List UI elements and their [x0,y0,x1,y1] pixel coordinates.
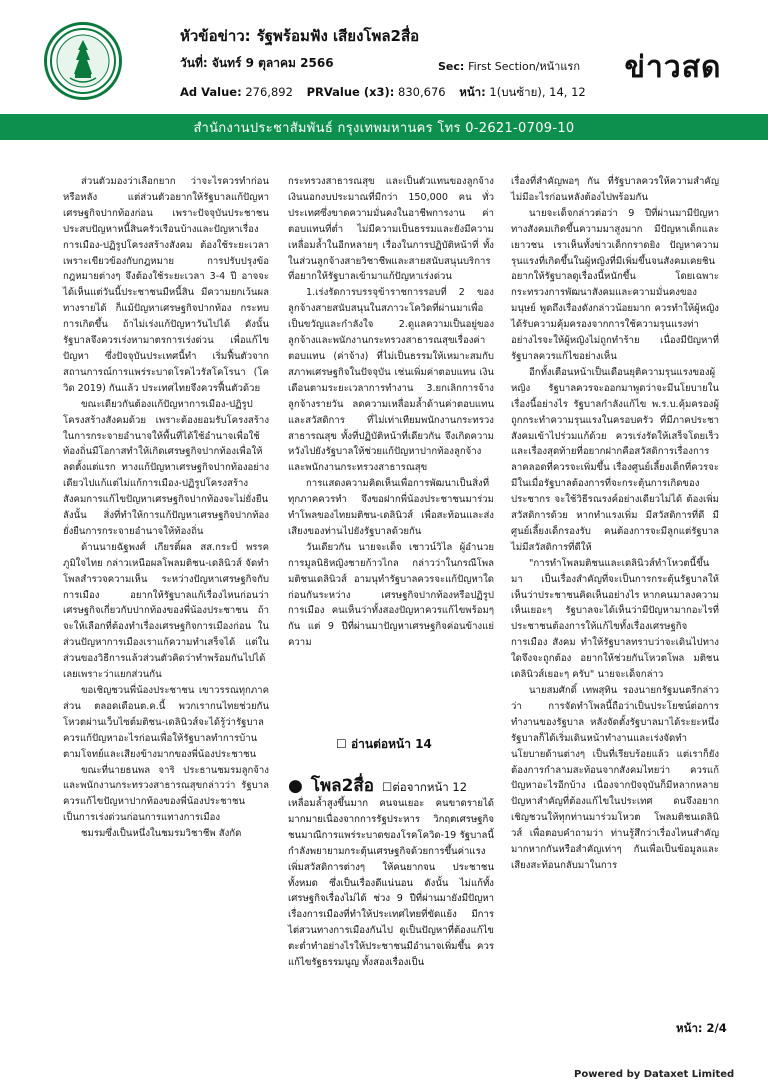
date-label: วันที่: [180,56,208,70]
paragraph: ขณะที่นายธนพล จาริ ประธานชมรมลูกจ้างและพนักงานกระทรวงสาธารณสุขกล่าวว่า รัฐบาลควรแก้ไขปัญหาปากท้องของพี่น้องประชาชนเป็นการเร่งด่วนก่อนการแทางการเมือง [63,764,269,824]
checkbox-icon: ☐ [336,737,347,751]
paragraph: ส่วนตัวมองว่าเลือกยาก ว่าจะไรควรทำก่อนหรือหลัง แต่ส่วนตัวอยากให้รัฐบาลแก้ปัญหาเศรษฐกิจปากท้องก่อน เพราะปัจจุบันประชาชนประสบปัญหาหนี้สินครัวเรือนบ้างและปัญหาเรื่องการเมือง-ปฏิรูปโครงสร้างสังคม ต้องใช้ระยะเวลา เพราะเขียวข้องกับกฎหมาย การปรับปรุงข้อกฎหมายต่างๆ จึงต้องใช้ระยะเวลา 3-4 ปี อาจจะได้เห็นแต่วันนี้ประชาชนมีหนี้สิน มีความยกเว้นผลทางรายได้ ก็แม้ปัญหาเศรษฐกิจปากท้อง กระทบการเกิดขึ้น ถ้าไม่เร่งแก้ปัญหาวันไปได้ ดังนั้น รัฐบาลจึงควรเร่งหามาตรการเร่งด่วน เพื่อแก้ไขปัญหา ซึ่งปัจจุบันประเทศนี้ทำ เริ่มฟื้นตัวจากสถานการณ์การแพร่ระบาดโรคไวรัสโคโรนา (โควิด 2019) กันแล้ว ประเทศไทยจึงควรฟื้นตัวด้วย [63,176,269,394]
pr-value-label: PRValue (x3): [306,85,395,99]
section-value: First Section/หน้าแรก [468,60,580,73]
ad-value: 276,892 [245,85,293,99]
publication-badge: ข่าวสด [624,49,722,85]
bangkok-seal-icon [44,22,122,100]
article-column-2b [288,796,494,971]
paragraph: เรื่องที่สำคัญพอๆ กัน ที่รัฐบาลควรให้ความสำคัญไม่มีอะไรก่อนหลังต้องไปพร้อมกัน [511,176,719,203]
headline [180,24,419,48]
section-row [438,57,580,75]
section-2-heading: โพล2สื่อ [310,776,375,796]
continued-from-marker [382,779,467,797]
date-value: จันทร์ 9 ตุลาคม 2566 [211,56,334,70]
paragraph: นายจะเด็จกล่าวต่อว่า 9 ปีที่ผ่านมามีปัญหาทางสังคมเกิดขึ้นความมาสูงมาก มีปัญหาเด็กและเยาวชน เราเห็นทั้งข่าวเด็กกราดยิง ปัญหาความรุนแรงที่เกิดขึ้นในผู้หญิงที่มีเพิ่มขึ้นจนสังคมเคยชิน อยากให้รัฐบาลดูเรื่องนี้หนักขึ้น โดยเฉพาะกระทรวงการพัฒนาสังคมและความมั่นคงของมนุษย์ พูดถึงเรื่องดังกล่าวน้อยมาก ควรทำให้ผู้หญิงได้รับความคุ้มครองจากการใช้ความรุนแรงท่าอย่างไรจะให้ผู้หญิงไม่ถูกทำร้าย เนื่องมีปัญหาที่รัฐบาลควรแก้ไขอย่างเห็น [511,207,719,362]
article-column-3 [511,174,719,874]
headline-label: หัวข้อข่าว: [180,27,251,45]
continued-from-text: ต่อจากหน้า 12 [392,780,468,794]
paragraph: กระทรวงสาธารณสุข และเป็นตัวแทนของลูกจ้างเงินนอกงบประมาณที่มีกว่า 150,000 คน ทั่วประเทศซึ่งขาดความมั่นคงในอาชีพการงาน ค่าตอบแทนที่ต่ำ ไม่มีความเป็นธรรมและยังมีความเหลื่อมล้ำในอีกหลายๆ เรื่องในการปฏิบัติหน้าที่ ทั้งในส่วนลูกจ้างสายวิชาชีพและสายสนับสนุนบริการที่อยากให้รัฐบาลเข้ามาแก้ปัญหาเร่งด่วน [288,176,494,283]
paragraph: ชมรมซึ่งเป็นหนึ่งในชมรมวิชาชีพ สังกัด [81,828,242,840]
section-label: Sec: [438,60,465,73]
paragraph: วันเดียวกัน นายจะเด็จ เชาวน์วิไล ผู้อำนวยการมูลนิธิหญิงชายก้าวไกล กล่าวว่าในกรณีโพล มติชนเดลินิวส์ อามนุทำรัฐบาลควรจะแก้ปัญหาใดก่อนกันระหว่าง เศรษฐกิจปากท้องหรือปฏิรูปการเมือง คนเห็นว่าทั้งสองปัญหาควรแก้ไขพร้อมๆ กัน แต่ 9 ปีที่ผ่านมาปัญหาเศรษฐกิจค่อนข้างแย่ ความ [288,541,494,649]
checkbox-icon: ☐ [382,780,393,794]
clip-header [0,0,768,114]
paragraph: ด้านนายฉัฐพงศ์ เกียรติ์ผล สส.กระบี่ พรรคภูมิใจไทย กล่าวเหนือผลโพลมติชน-เดลินิวส์ จัดทำโพลสำรวจความเห็น ระหว่างปัญหาเศรษฐกิจกับการเมือง อยากให้รัฐบาลแก้เรื่องไหนก่อนว่า เศรษฐกิจเกี่ยวกับปากท้องของพี่น้องประชาชน ถ้าจะให้เลือกที่ต้องทำเรื่องเศรษฐกิจการเมืองก่อน ในส่วนปัญหาการเมืองเราแก้ความทำเสร็จได้ แต่ในส่วนของวิธีการแล้วส่วนตัวคิดว่าทำพร้อมกันไปได้เลยเพราะว่าแยกส่วนกัน [63,541,269,681]
paragraph: 1.เร่งรัดการบรรจุข้าราชการรอบที่ 2 ของลูกจ้างสายสนับสนุนในสภาวะโควิดที่ผ่านมาเพื่อเป็นขวัญและกำลังใจ 2.ดูแลความเป็นอยู่ของลูกจ้างและพนักงานกระทรวงสาธารณสุขเรื่องค่าตอบแทน (ค่าจ้าง) ที่ไม่เป็นธรรมให้เหมาะสมกับสภาพเศรษฐกิจในปัจจุบัน เช่นเพิ่มค่าตอบแทน เงินเดือนตามระยะเวลาการทำงาน 3.ยกเลิกการจ้างลูกจ้างรายวัน ลดความเหลื่อมล้ำด้านค่าตอบแทนและสวัสดิการ ที่ไม่เท่าเทียมพนักงานกระทรวงสาธารณสุข ทั้งที่ปฏิบัติหน้าที่เดียวกัน จึงเกิดความหวังไปยังรัฐบาลให้ช่วยแก้ปัญหาปากท้องลูกจ้างและพนักงานกระทรวงสาธารณสุข [288,287,494,474]
paragraph: การแสดงความคิดเห็นเพื่อการพัฒนาเป็นสิ่งที่ทุกภาคควรทำ จึงขอฝากพี่น้องประชาชนมาร่วมทำโพลของไทยมติชน-เดลินิวส์ เพื่อสะท้อนและส่งเสียงของท่านไปยังรัฐบาลด้วยกัน [288,478,494,537]
page-value: 1(บนซ้าย), 14, 12 [489,85,586,99]
article-column-2 [288,174,494,651]
article-column-1 [63,174,269,842]
paragraph: ขอเชิญชวนพี่น้องประชาชน เขาวรรณทุกภาคส่วน ตลอดเดือนต.ค.นี้ พวกเรากนไทยช่วยกันโหวตผ่านเว็บไซต์มติชน-เดลินิวส์จะได้รู้ว่ารัฐบาลควรแก้ปัญหาอะไรก่อนเพื่อให้รัฐบาลทำการบ้านตามโจทย์และเสียงข้างมากของพี่น้องประชาชน [63,685,269,760]
footer-credit: Powered by Dataxet Limited [574,1069,735,1080]
agency-bar: สำนักงานประชาสัมพันธ์ กรุงเทพมหานคร โทร 0-2621-0709-10 [0,114,768,140]
section-2-title [288,772,467,799]
page-indicator: หน้า: 2/4 [676,1021,727,1035]
date-row [180,54,334,73]
headline-text: รัฐพร้อมฟัง เสียงโพล2สื่อ [256,27,420,45]
continued-on-marker [336,735,432,754]
paragraph: "การทำโพลมติชนและเดลินิวส์ทำโหวตนี้ขึ้นมา เป็นเรื่องสำคัญที่จะเป็นการกระตุ้นรัฐบาลให้เห็นว่าประชาชนคิดเห็นอย่างไร หากคนมาลงความเห็นเยอะๆ รัฐบาลจะได้เห็นว่ามีปัญหามากอะไรที่ประชาชนต้องการให้แก้ไขทั้งเรื่องเศรษฐกิจ การเมือง สังคม ทำให้รัฐบาลทราบว่าจะเดินไปทางใดจึงจะถูกต้อง อยากให้ช่วยกันโหวตโพล มติชนเดลินิวส์เยอะๆ ครับ" นายจะเด็จกล่าว [511,557,719,681]
ad-value-label: Ad Value: [180,85,242,99]
bullet-icon: ● [288,776,303,796]
value-row [180,84,586,102]
page-label: หน้า: [459,85,486,99]
continued-on-text: อ่านต่อหน้า 14 [350,737,432,751]
paragraph: อีกทั้งเตือนหน้าเป็นเดือนยุติความรุนแรงของผู้หญิง รัฐบาลควรจะออกมาพูดว่าจะมีนโยบายในเรื่องนี้อย่างไร รัฐบาลกำลังแก้ไข พ.ร.บ.คุ้มครองผู้ถูกกระทำความรุนแรงในครอบครัว ที่มีภาคประชาสังคมเข้าไปร่วมแก้ด้วย ควรเร่งรัดให้เสร็จโดยเร็ว และเรื่องสุดท้ายที่อยากฝากคือสวัสดิการเรื่องการลาคลอดที่ควรจะเพิ่มขึ้น เรื่องศูนย์เลี้ยงเด็กที่ควรจะมีในเมื่อรัฐบาลต้องการที่จะกระตุ้นการเกิดของประชากร จะใช้วิธีรณรงค์อย่างเดียวไม่ได้ ต้องเพิ่มสวัสดิการด้วย หากทำแรงเพิ่ม มีสวัสดิการที่ดี มีศูนย์เลี้ยงเด็กรองรับ คนต้องการจะมีลูกแต่รัฐบาลไม่มีสวัสดิการที่ดีให้ [511,366,719,553]
paragraph: ขณะเดียวกันต้องแก้ปัญหาการเมือง-ปฏิรูปโครงสร้างสังคมด้วย เพราะต้องยอมรับโครงสร้างในการกระจายอำนาจให้พื้นที่ได้ใช้อำนาจเพื่อใช้ท้องถิ่นมีโอกาสทำให้เกิดเศรษฐกิจปากท้องเพื่อให้ลดตั้งแต่แรก ทางแก้ปัญหาเศรษฐกิจปากท้องอย่างเดียวไปแก้แต่ไม่แก้การเมือง-ปฏิรูปโครงสร้างสังคมการแก้ไขปัญหาเศรษฐกิจปากท้องจะไม่ยั่งยืนลังนั้น สิ่งที่ทำให้การแก้ปัญหาเศรษฐกิจปากท้องยั่งยืนการกระจายอำนาจให้ท้องถิ่น [63,398,269,537]
paragraph: นายสมศักดิ์ เทพสุทิน รองนายกรัฐมนตรีกล่าวว่า การจัดทำโพลนี้ถือว่าเป็นประโยชน์ต่อการทำงานของรัฐบาล หลังจัดตั้งรัฐบาลมาได้ระยะหนึ่ง รัฐบาลก็ได้เริ่มเดินหน้าทำงานและเร่งจัดทำนโยบายด้านต่างๆ เป็นที่เรียบร้อยแล้ว แต่เราก็ยังต้องการกำลามสะท้อนจากสังคมไทยว่า ควรแก้ปัญหาอะไรอีกบ้าง เนื่องจากปัจจุบันก็มีหลากหลายปัญหาสำคัญที่ต้องแก้ไขในประเทศ ดนจึงอยากเชิญชวนให้ทุกท่านมาร่วมโหวต โพลมติชนเดลินิวส์ เพื่อตอบคำถามว่า ท่านรู้สึกว่าเรื่องไหนสำคัญมากหากกันหรือสำคัญเท่าๆ กันเพื่อเป็นข้อมูลและเสียงสะท้อนกลับมาในการ [511,685,719,871]
pr-value: 830,676 [398,85,446,99]
paragraph: เหลื่อมล้ำสูงขึ้นมาก คนจนเยอะ คนขาดรายได้มากมายเนื่องจากการรัฐประหาร วิกฤตเศรษฐกิจ ชนมาณีการแพร่ระบาดของโรคโควิด-19 รัฐบาลนี้กำลังพยายามกระตุ้นเศรษฐกิจด้วยการขึ้นค่าแรง เพิ่มสวัสดิการต่างๆ ให้คนยากจน ประชาชนทั้งหมด ซึ่งเป็นเรื่องดีแน่นอน ดังนั้น ไม่แก้ทั้งเศรษฐกิจเรื่องไม่ได้ ช่วง 9 ปีที่ผ่านมายังมีปัญหาเรื่องการเมืองที่ทำให้ประเทศไทยที่ขัดแย้ง มีการไต่สวนทางการเมืองกันไป ดูเป็นปัญหาที่ต้องแก้ไข ตะต่ำทำอย่างไรให้ประชาชนมีอำนาจเพิ่มขึ้น ควรแก้ไขรัฐธรรมนูญ ทั้งสองเรื่องเป็น [288,798,494,969]
